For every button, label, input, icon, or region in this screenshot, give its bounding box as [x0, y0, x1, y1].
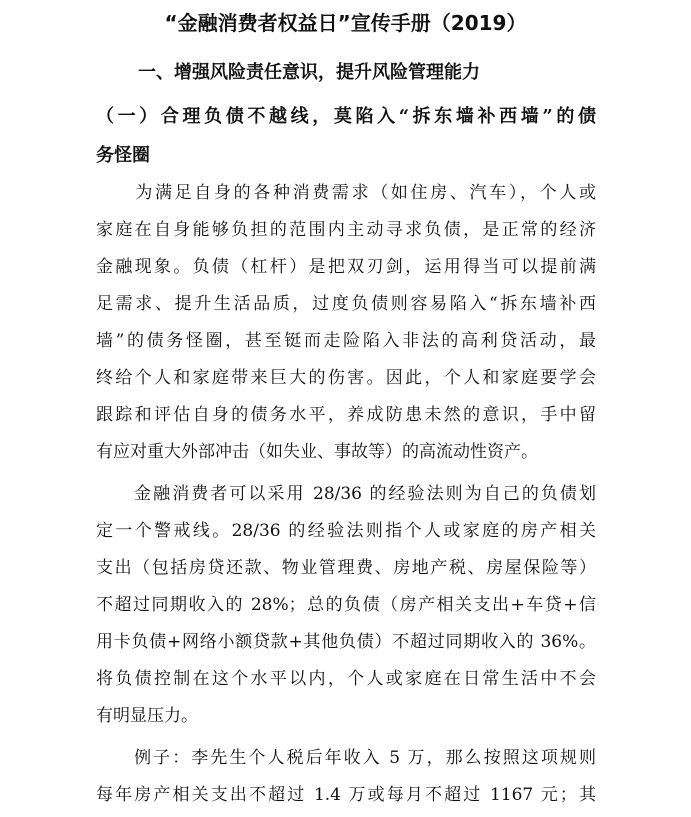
paragraph-line: 墙”的债务怪圈，甚至铤而走险陷入非法的高利贷活动，最	[96, 331, 596, 351]
paragraph-line: 为满足自身的各种消费需求（如住房、汽车），个人或	[96, 183, 596, 203]
paragraph-line: 有应对重大外部冲击（如失业、事故等）的高流动性资产。	[96, 442, 538, 462]
paragraph-line: 例子：李先生个人税后年收入 5 万，那么按照这项规则	[96, 748, 596, 768]
paragraph-line: 不超过同期收入的 28%；总的负债（房产相关支出+车贷+信	[96, 595, 596, 615]
paragraph-line: 跟踪和评估自身的债务水平，养成防患未然的意识，手中留	[96, 405, 596, 425]
paragraph-line: 终给个人和家庭带来巨大的伤害。因此，个人和家庭要学会	[96, 368, 596, 388]
paragraph-line: 有明显压力。	[96, 706, 198, 726]
paragraph-line: 定一个警戒线。28/36 的经验法则指个人或家庭的房产相关	[96, 521, 596, 541]
paragraph-line: 家庭在自身能够负担的范围内主动寻求负债，是正常的经济	[96, 220, 596, 240]
paragraph-line: 金融消费者可以采用 28/36 的经验法则为自己的负债划	[96, 484, 596, 504]
paragraph-line: 足需求、提升生活品质，过度负债则容易陷入“拆东墙补西	[96, 294, 596, 314]
paragraph-line: 支出（包括房贷还款、物业管理费、房地产税、房屋保险等）	[96, 558, 596, 578]
subsection-heading-line: （一）合理负债不越线，莫陷入“拆东墙补西墙”的债	[96, 106, 596, 127]
paragraph-line: 每年房产相关支出不超过 1.4 万或每月不超过 1167 元；其	[96, 785, 596, 805]
paragraph-line: 用卡负债+网络小额贷款+其他负债）不超过同期收入的 36%。	[96, 632, 596, 652]
section-heading: 一、增强风险责任意识，提升风险管理能力	[138, 62, 480, 83]
paragraph-line: 金融现象。负债（杠杆）是把双刃剑，运用得当可以提前满	[96, 257, 596, 277]
document-title: “金融消费者权益日”宣传手册（2019）	[164, 11, 527, 35]
paragraph-line: 将负债控制在这个水平以内，个人或家庭在日常生活中不会	[96, 669, 596, 689]
subsection-heading-line: 务怪圈	[96, 145, 150, 166]
